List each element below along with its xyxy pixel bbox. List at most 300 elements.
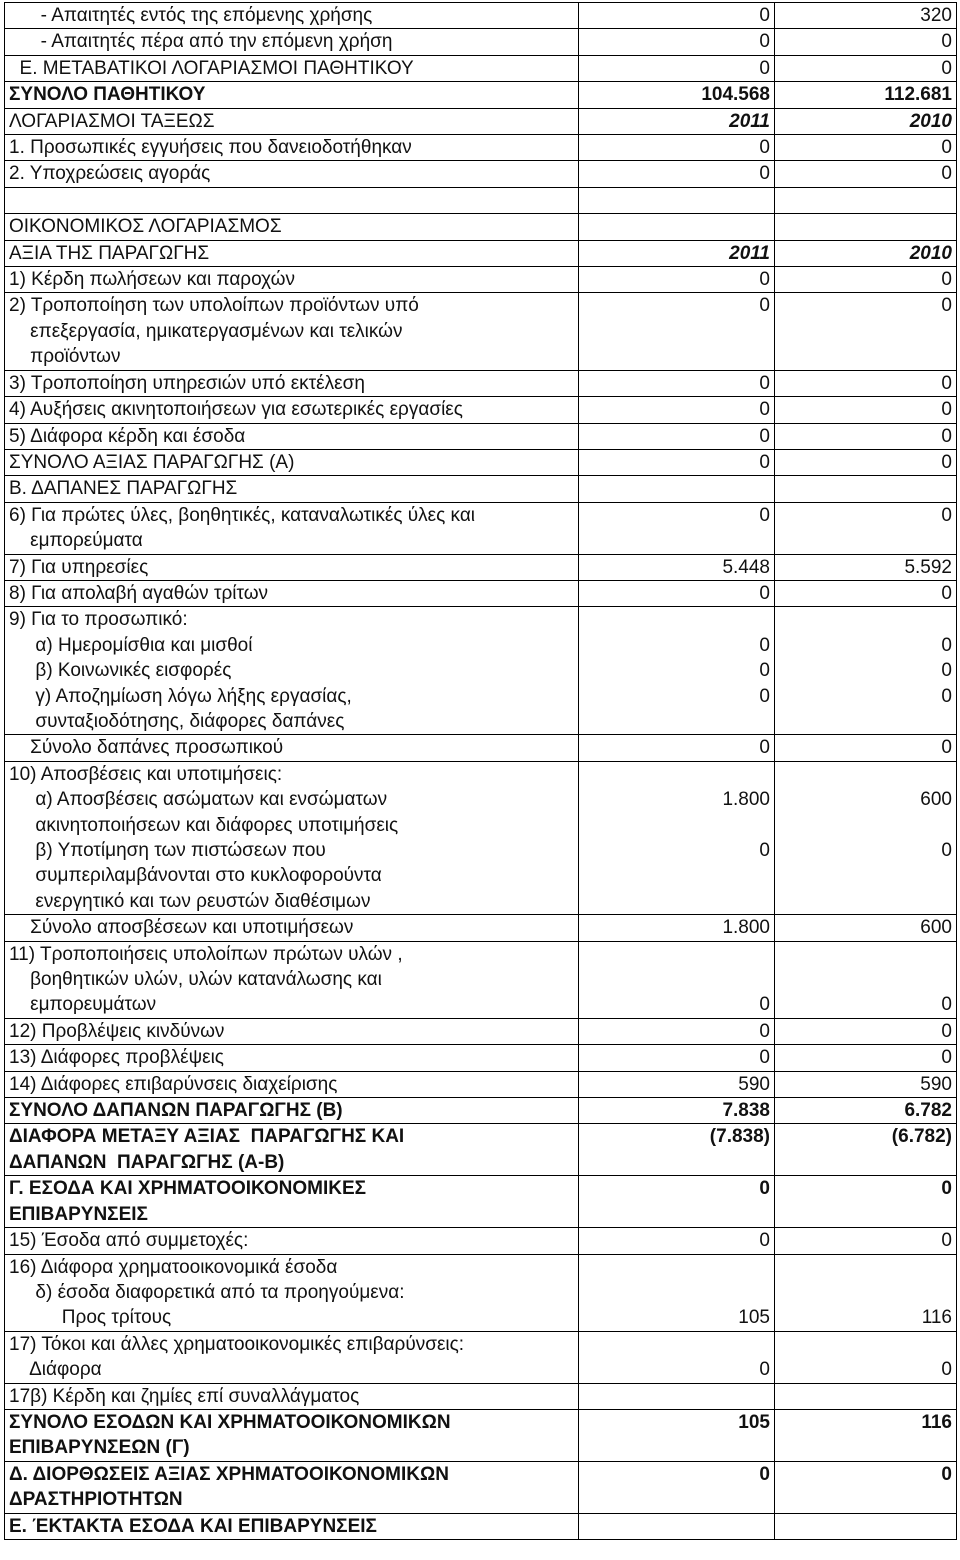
value-2010 bbox=[775, 55, 957, 81]
row-label-line: ΣΥΝΟΛΟ ΕΣΟΔΩΝ ΚΑΙ ΧΡΗΜΑΤΟΟΙΚΟΝΟΜΙΚΩΝ bbox=[9, 1411, 451, 1433]
value-2010-line: 0 bbox=[941, 1047, 952, 1069]
value-2011 bbox=[579, 941, 775, 1018]
value-2010 bbox=[775, 214, 957, 240]
row-label bbox=[5, 1098, 579, 1124]
table-row bbox=[5, 1331, 957, 1383]
value-2010-line bbox=[779, 762, 952, 787]
value-2011-line: 0 bbox=[759, 399, 770, 421]
value-2011-line: 0 bbox=[759, 840, 770, 861]
row-label-line: β) Υποτίμηση των πιστώσεων που bbox=[9, 840, 326, 861]
row-label-line: Προς τρίτους bbox=[9, 1307, 172, 1329]
value-2010-line: 5.592 bbox=[904, 556, 952, 578]
row-label-line: συνταξιοδότησης, διάφορες δαπάνες bbox=[9, 710, 345, 732]
table-row bbox=[5, 761, 957, 914]
value-2011 bbox=[579, 607, 775, 735]
row-label-line: Δ. ΔΙΟΡΘΩΣΕΙΣ ΑΞΙΑΣ ΧΡΗΜΑΤΟΟΙΚΟΝΟΜΙΚΩΝ bbox=[9, 1463, 449, 1485]
value-2011-line: 0 bbox=[759, 31, 770, 53]
value-2010-line bbox=[779, 214, 952, 239]
row-label-line bbox=[9, 188, 574, 213]
value-2011-line bbox=[583, 476, 770, 501]
value-2011-line: 0 bbox=[759, 685, 770, 707]
value-2010 bbox=[775, 135, 957, 161]
value-2011 bbox=[579, 423, 775, 449]
value-2011-line: 0 bbox=[759, 660, 770, 682]
row-label-line: 17β) Κέρδη και ζημίες επί συναλλάγματος bbox=[9, 1385, 360, 1407]
value-2011-line: 0 bbox=[759, 504, 770, 526]
row-label-line: 11) Τροποποιήσεις υπολοίπων πρώτων υλών , bbox=[9, 943, 403, 965]
table-row bbox=[5, 397, 957, 423]
value-2010 bbox=[775, 1331, 957, 1383]
value-2011-line: 105 bbox=[738, 1411, 770, 1433]
value-2011-line: 0 bbox=[759, 1359, 770, 1381]
value-2010-line bbox=[779, 813, 952, 838]
table-row bbox=[5, 941, 957, 1018]
value-2010 bbox=[775, 1461, 957, 1513]
value-2010-line: 0 bbox=[941, 137, 952, 159]
row-label-line: Σύνολο δαπάνες προσωπικού bbox=[9, 737, 284, 759]
value-2010 bbox=[775, 1018, 957, 1044]
row-label bbox=[5, 941, 579, 1018]
value-2010-line bbox=[779, 1255, 952, 1280]
row-label bbox=[5, 449, 579, 475]
value-2011-line: 1.800 bbox=[722, 917, 770, 939]
value-2010 bbox=[775, 1176, 957, 1228]
value-2011 bbox=[579, 267, 775, 293]
value-2010-line bbox=[779, 1487, 952, 1512]
row-label bbox=[5, 55, 579, 81]
value-2010-line: 112.681 bbox=[884, 84, 952, 106]
value-2011-line: 0 bbox=[759, 1020, 770, 1042]
row-label-line: - Απαιτητές πέρα από την επόμενη χρήση bbox=[9, 31, 393, 53]
value-2010-line: 0 bbox=[941, 660, 952, 682]
row-label bbox=[5, 1513, 579, 1539]
row-label-line: 8) Για απολαβή αγαθών τρίτων bbox=[9, 582, 269, 604]
value-2011 bbox=[579, 1383, 775, 1409]
value-2011 bbox=[579, 580, 775, 606]
value-2011-line: 590 bbox=[738, 1073, 770, 1095]
row-label-line: βοηθητικών υλών, υλών κατανάλωσης και bbox=[9, 969, 382, 991]
row-label-line: 13) Διάφορες προβλέψεις bbox=[9, 1047, 224, 1069]
value-2011 bbox=[579, 915, 775, 941]
value-2010 bbox=[775, 1383, 957, 1409]
table-row bbox=[5, 1383, 957, 1409]
value-2010-line: 6.782 bbox=[904, 1100, 952, 1122]
value-2010-line bbox=[779, 967, 952, 992]
row-label-line: 14) Διάφορες επιβαρύνσεις διαχείρισης bbox=[9, 1073, 338, 1095]
value-2011-line: 0 bbox=[759, 5, 770, 26]
value-2011 bbox=[579, 1461, 775, 1513]
value-2011-line bbox=[583, 1255, 770, 1280]
row-label bbox=[5, 1045, 579, 1071]
value-2011-line: 0 bbox=[759, 1178, 770, 1200]
row-label-line: 9) Για το προσωπικό: bbox=[9, 609, 188, 631]
value-2011 bbox=[579, 293, 775, 370]
value-2010 bbox=[775, 1124, 957, 1176]
table-row bbox=[5, 293, 957, 370]
table-row bbox=[5, 1045, 957, 1071]
table-row bbox=[5, 3, 957, 29]
value-2011 bbox=[579, 108, 775, 134]
row-label-line: ακινητοποιήσεων και διάφορες υποτιμήσεις bbox=[9, 814, 399, 836]
table-row bbox=[5, 1098, 957, 1124]
value-2011-line: 0 bbox=[759, 1463, 770, 1485]
value-2011 bbox=[579, 735, 775, 761]
value-2010 bbox=[775, 1045, 957, 1071]
row-label-line: Σύνολο αποσβέσεων και υποτιμήσεων bbox=[9, 917, 354, 939]
value-2011-line bbox=[583, 942, 770, 967]
value-2011 bbox=[579, 1228, 775, 1254]
value-2010-line: 0 bbox=[941, 994, 952, 1016]
value-2010-line: 0 bbox=[941, 1359, 952, 1381]
table-row bbox=[5, 82, 957, 108]
table-row bbox=[5, 502, 957, 554]
row-label-line: α) Αποσβέσεις ασώματων και ενσώματων bbox=[9, 789, 388, 811]
value-2011-line bbox=[583, 1487, 770, 1512]
row-label-line: 16) Διάφορα χρηματοοικονομικά έσοδα bbox=[9, 1256, 338, 1278]
row-label bbox=[5, 370, 579, 396]
financial-statement-table bbox=[4, 2, 957, 1540]
value-2010 bbox=[775, 1098, 957, 1124]
table-row bbox=[5, 1461, 957, 1513]
row-label-line: ΔΙΑΦΟΡΑ ΜΕΤΑΞΥ ΑΞΙΑΣ ΠΑΡΑΓΩΓΗΣ ΚΑΙ bbox=[9, 1126, 405, 1148]
row-label-line: Ε. ΜΕΤΑΒΑΤΙΚΟΙ ΛΟΓΑΡΙΑΣΜΟΙ ΠΑΘΗΤΙΚΟΥ bbox=[9, 57, 414, 79]
row-label-line: ΟΙΚΟΝΟΜΙΚΟΣ ΛΟΓΑΡΙΑΣΜΟΣ bbox=[9, 216, 282, 238]
value-2010-line: 0 bbox=[941, 1463, 952, 1485]
value-2010 bbox=[775, 580, 957, 606]
value-2011 bbox=[579, 502, 775, 554]
row-label bbox=[5, 214, 579, 240]
row-label bbox=[5, 161, 579, 187]
row-label bbox=[5, 108, 579, 134]
row-label-line: 15) Έσοδα από συμμετοχές: bbox=[9, 1230, 249, 1252]
table-row bbox=[5, 214, 957, 240]
value-2011 bbox=[579, 55, 775, 81]
value-2011 bbox=[579, 1018, 775, 1044]
value-2011-line bbox=[583, 1332, 770, 1357]
row-label-line: επεξεργασία, ημικατεργασμένων και τελικών bbox=[9, 320, 403, 342]
value-2011-line: 0 bbox=[759, 582, 770, 604]
value-2011 bbox=[579, 29, 775, 55]
table-row bbox=[5, 1409, 957, 1461]
table-row bbox=[5, 29, 957, 55]
table-body bbox=[5, 3, 957, 1540]
row-label-line: 3) Τροποποίηση υπηρεσιών υπό εκτέλεση bbox=[9, 372, 365, 394]
value-2011-line: 1.800 bbox=[722, 789, 770, 811]
row-label-line: ενεργητικό και των ρευστών διαθέσιμων bbox=[9, 890, 371, 912]
value-2010-line: 116 bbox=[921, 1307, 952, 1329]
row-label bbox=[5, 580, 579, 606]
row-label-line: 7) Για υπηρεσίες bbox=[9, 556, 149, 578]
value-2011 bbox=[579, 1409, 775, 1461]
row-label bbox=[5, 1071, 579, 1097]
value-2010 bbox=[775, 240, 957, 266]
value-2011-line: 0 bbox=[759, 295, 770, 317]
row-label bbox=[5, 915, 579, 941]
value-2011-line: (7.838) bbox=[709, 1126, 770, 1148]
value-2010-line bbox=[779, 1514, 952, 1539]
value-2010 bbox=[775, 607, 957, 735]
row-label-line: ΑΞΙΑ ΤΗΣ ΠΑΡΑΓΩΓΗΣ bbox=[9, 242, 210, 264]
value-2011 bbox=[579, 397, 775, 423]
value-2010-line: 0 bbox=[941, 163, 952, 185]
row-label bbox=[5, 1176, 579, 1228]
row-label bbox=[5, 1124, 579, 1176]
row-label bbox=[5, 82, 579, 108]
value-2011-line: 105 bbox=[738, 1307, 770, 1329]
value-2011 bbox=[579, 1124, 775, 1176]
value-2010-line: 0 bbox=[941, 425, 952, 447]
value-2010 bbox=[775, 1513, 957, 1539]
value-2010 bbox=[775, 941, 957, 1018]
value-2010-line: 0 bbox=[941, 840, 952, 861]
table-row bbox=[5, 55, 957, 81]
value-2010-line bbox=[779, 863, 952, 888]
row-label-line: εμπορεύματα bbox=[9, 530, 143, 552]
table-row bbox=[5, 1228, 957, 1254]
row-label-line: ΣΥΝΟΛΟ ΑΞΙΑΣ ΠΑΡΑΓΩΓΗΣ (Α) bbox=[9, 451, 295, 473]
value-2011 bbox=[579, 187, 775, 213]
value-2010-line: 600 bbox=[920, 917, 952, 939]
value-2011-line bbox=[583, 967, 770, 992]
value-2010 bbox=[775, 761, 957, 914]
table-row bbox=[5, 607, 957, 735]
table-row bbox=[5, 267, 957, 293]
row-label bbox=[5, 3, 579, 29]
value-2010 bbox=[775, 108, 957, 134]
value-2010 bbox=[775, 161, 957, 187]
value-2011-line: 0 bbox=[759, 425, 770, 447]
row-label-line: 1) Κέρδη πωλήσεων και παροχών bbox=[9, 269, 295, 291]
row-label-line: 5) Διάφορα κέρδη και έσοδα bbox=[9, 425, 246, 447]
value-2010 bbox=[775, 187, 957, 213]
row-label bbox=[5, 267, 579, 293]
row-label-line: 4) Αυξήσεις ακινητοποιήσεων για εσωτερικές εργασίες bbox=[9, 399, 463, 421]
value-2010-line: 0 bbox=[941, 31, 952, 53]
value-2011-line bbox=[583, 1150, 770, 1175]
row-label-line: συμπεριλαμβάνονται στο κυκλοφορούντα bbox=[9, 865, 382, 887]
value-2010-line: 0 bbox=[941, 1230, 952, 1252]
value-2010-line: 0 bbox=[941, 582, 952, 604]
value-2011-line: 0 bbox=[759, 269, 770, 291]
value-2010-line bbox=[779, 188, 952, 213]
value-2010-line bbox=[779, 709, 952, 734]
value-2010-line: 590 bbox=[920, 1073, 952, 1095]
row-label-line: Διάφορα bbox=[9, 1359, 102, 1381]
value-2010 bbox=[775, 476, 957, 502]
row-label-line: 2) Τροποποίηση των υπολοίπων προϊόντων υπό bbox=[9, 295, 419, 317]
value-2010-line bbox=[779, 1150, 952, 1175]
value-2011 bbox=[579, 82, 775, 108]
value-2010-line bbox=[779, 607, 952, 632]
row-label bbox=[5, 761, 579, 914]
value-2011-line: 0 bbox=[759, 1230, 770, 1252]
table-row bbox=[5, 554, 957, 580]
value-2010-line: 0 bbox=[941, 295, 952, 317]
row-label bbox=[5, 1018, 579, 1044]
row-label-line: εμπορευμάτων bbox=[9, 994, 157, 1016]
row-label-line: 1. Προσωπικές εγγυήσεις που δανειοδοτήθηκαν bbox=[9, 137, 412, 159]
row-label-line: 6) Για πρώτες ύλες, βοηθητικές, καταναλωτικές ύλες και bbox=[9, 504, 476, 526]
row-label bbox=[5, 1461, 579, 1513]
row-label-line: ΣΥΝΟΛΟ ΠΑΘΗΤΙΚΟΥ bbox=[9, 84, 206, 106]
table-row bbox=[5, 240, 957, 266]
row-label-line: δ) έσοδα διαφορετικά από τα προηγούμενα: bbox=[9, 1281, 405, 1303]
value-2011-line bbox=[583, 709, 770, 734]
table-row bbox=[5, 735, 957, 761]
row-label bbox=[5, 135, 579, 161]
table-row bbox=[5, 476, 957, 502]
value-2011-line bbox=[583, 762, 770, 787]
value-2010 bbox=[775, 1254, 957, 1331]
value-2010 bbox=[775, 293, 957, 370]
value-2010-line: 0 bbox=[941, 372, 952, 394]
value-2011-line bbox=[583, 1280, 770, 1305]
value-2011-line bbox=[583, 1435, 770, 1460]
value-2011 bbox=[579, 3, 775, 29]
value-2011 bbox=[579, 1071, 775, 1097]
value-2010-line: (6.782) bbox=[891, 1126, 952, 1148]
value-2010 bbox=[775, 29, 957, 55]
value-2010 bbox=[775, 3, 957, 29]
value-2011 bbox=[579, 214, 775, 240]
value-2011 bbox=[579, 1331, 775, 1383]
row-label-line: 12) Προβλέψεις κινδύνων bbox=[9, 1020, 225, 1042]
value-2010 bbox=[775, 1228, 957, 1254]
table-row bbox=[5, 1176, 957, 1228]
value-2011 bbox=[579, 161, 775, 187]
value-2010 bbox=[775, 735, 957, 761]
value-2010-line bbox=[779, 1332, 952, 1357]
value-2010 bbox=[775, 267, 957, 293]
value-2010 bbox=[775, 1409, 957, 1461]
row-label-line: Β. ΔΑΠΑΝΕΣ ΠΑΡΑΓΩΓΗΣ bbox=[9, 478, 238, 500]
value-2010 bbox=[775, 423, 957, 449]
row-label bbox=[5, 1331, 579, 1383]
value-2011 bbox=[579, 370, 775, 396]
row-label-line: ΕΠΙΒΑΡΥΝΣΕΩΝ (Γ) bbox=[9, 1437, 190, 1459]
value-2011-line bbox=[583, 863, 770, 888]
value-2011 bbox=[579, 1176, 775, 1228]
value-2010-line bbox=[779, 942, 952, 967]
value-2011-line bbox=[583, 813, 770, 838]
table-row bbox=[5, 423, 957, 449]
value-2011 bbox=[579, 1045, 775, 1071]
value-2011-line: 0 bbox=[759, 994, 770, 1016]
value-2011-line: 2011 bbox=[729, 242, 770, 264]
value-2011-line: 0 bbox=[759, 372, 770, 394]
table-row bbox=[5, 449, 957, 475]
row-label-line: προϊόντων bbox=[9, 346, 121, 368]
value-2010 bbox=[775, 449, 957, 475]
value-2010-line: 0 bbox=[941, 57, 952, 79]
value-2010-line: 320 bbox=[920, 5, 952, 26]
row-label-line: 2. Υποχρεώσεις αγοράς bbox=[9, 163, 211, 185]
value-2011 bbox=[579, 1513, 775, 1539]
value-2011-line: 0 bbox=[759, 163, 770, 185]
value-2010-line bbox=[779, 476, 952, 501]
value-2010-line: 0 bbox=[941, 399, 952, 421]
row-label bbox=[5, 1409, 579, 1461]
value-2011-line bbox=[583, 1514, 770, 1539]
value-2010 bbox=[775, 82, 957, 108]
table-row bbox=[5, 108, 957, 134]
value-2011 bbox=[579, 761, 775, 914]
row-label-line: ΛΟΓΑΡΙΑΣΜΟΙ ΤΑΞΕΩΣ bbox=[9, 110, 215, 132]
value-2011-line: 0 bbox=[759, 1047, 770, 1069]
value-2011-line bbox=[583, 889, 770, 914]
table-row bbox=[5, 1018, 957, 1044]
value-2011-line bbox=[583, 607, 770, 632]
value-2011-line bbox=[583, 188, 770, 213]
value-2011-line: 0 bbox=[759, 634, 770, 656]
table-row bbox=[5, 370, 957, 396]
row-label-line: ΣΥΝΟΛΟ ΔΑΠΑΝΩΝ ΠΑΡΑΓΩΓΗΣ (Β) bbox=[9, 1100, 343, 1122]
row-label bbox=[5, 554, 579, 580]
value-2010-line: 600 bbox=[920, 789, 952, 811]
value-2010-line bbox=[779, 889, 952, 914]
row-label-line: ΔΑΠΑΝΩΝ ΠΑΡΑΓΩΓΗΣ (Α-Β) bbox=[9, 1151, 285, 1173]
row-label-line: 10) Αποσβέσεις και υποτιμήσεις: bbox=[9, 763, 283, 785]
value-2010 bbox=[775, 915, 957, 941]
row-label-line: γ) Αποζημίωση λόγω λήξης εργασίας, bbox=[9, 685, 352, 707]
value-2011-line: 2011 bbox=[729, 110, 770, 132]
value-2011-line: 7.838 bbox=[722, 1100, 770, 1122]
value-2010 bbox=[775, 397, 957, 423]
row-label bbox=[5, 1228, 579, 1254]
value-2010-line: 0 bbox=[941, 634, 952, 656]
value-2011-line: 0 bbox=[759, 451, 770, 473]
row-label bbox=[5, 397, 579, 423]
value-2011-line bbox=[583, 1384, 770, 1409]
value-2010-line bbox=[779, 1280, 952, 1305]
value-2010-line: 0 bbox=[941, 1178, 952, 1200]
row-label bbox=[5, 735, 579, 761]
value-2011-line bbox=[583, 214, 770, 239]
value-2011 bbox=[579, 1254, 775, 1331]
row-label-line: Ε. ΈΚΤΑΚΤΑ ΕΣΟΔΑ ΚΑΙ ΕΠΙΒΑΡΥΝΣΕΙΣ bbox=[9, 1515, 377, 1537]
table-row bbox=[5, 135, 957, 161]
table-row bbox=[5, 161, 957, 187]
value-2011-line: 0 bbox=[759, 57, 770, 79]
table-row bbox=[5, 1254, 957, 1331]
value-2010-line bbox=[779, 1384, 952, 1409]
row-label-line: β) Κοινωνικές εισφορές bbox=[9, 660, 232, 682]
value-2011 bbox=[579, 135, 775, 161]
value-2011-line bbox=[583, 1202, 770, 1227]
value-2011 bbox=[579, 240, 775, 266]
value-2010 bbox=[775, 370, 957, 396]
row-label bbox=[5, 607, 579, 735]
row-label bbox=[5, 502, 579, 554]
value-2011 bbox=[579, 554, 775, 580]
value-2011-line: 0 bbox=[759, 737, 770, 759]
table-row bbox=[5, 1124, 957, 1176]
value-2010 bbox=[775, 1071, 957, 1097]
row-label bbox=[5, 1254, 579, 1331]
value-2010-line: 0 bbox=[941, 451, 952, 473]
value-2010-line bbox=[779, 1435, 952, 1460]
table-row bbox=[5, 1513, 957, 1539]
row-label-line: - Απαιτητές εντός της επόμενης χρήσης bbox=[9, 5, 373, 26]
value-2010-line: 0 bbox=[941, 737, 952, 759]
row-label bbox=[5, 187, 579, 213]
value-2011 bbox=[579, 449, 775, 475]
value-2010-line: 0 bbox=[941, 685, 952, 707]
value-2011-line: 5.448 bbox=[722, 556, 770, 578]
value-2011 bbox=[579, 476, 775, 502]
row-label-line: Γ. ΕΣΟΔΑ ΚΑΙ ΧΡΗΜΑΤΟΟΙΚΟΝΟΜΙΚΕΣ bbox=[9, 1178, 367, 1200]
value-2010-line: 0 bbox=[941, 1020, 952, 1042]
